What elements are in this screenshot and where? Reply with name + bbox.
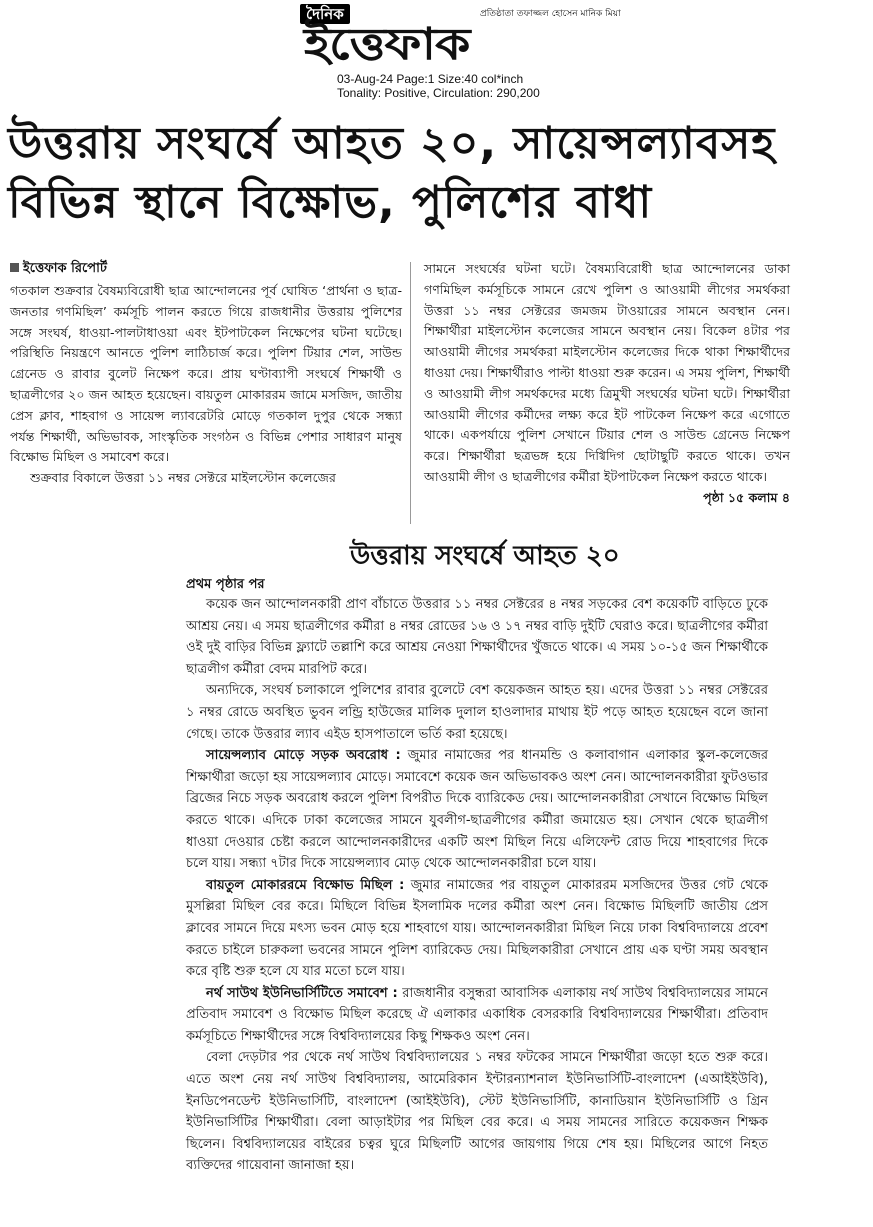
jump-reference: পৃষ্ঠা ১৫ কলাম ৪ bbox=[703, 489, 790, 505]
clipping-meta-line1: 03-Aug-24 Page:1 Size:40 col*inch bbox=[337, 72, 524, 86]
column2-text: সামনে সংঘর্ষের ঘটনা ঘটে। বৈষম্যবিরোধী ছাত্র আন্দোলনের ডাকা গণমিছিল কর্মসূচিকে সামনে রেখে পুলিশ ও আওয়ামী লীগের সমর্থকরা উত্তরা ১১ নম্বর সেক্টরের জমজম টাওয়ারের সামনে অবস্থান নেন। শিক্ষার্থীরা মাইলস্টোন কলেজের সামনে অবস্থান নেয়। বিকেল ৪টার পর আওয়ামী লীগের সমর্থকরা মাইলস্টোন কলেজের দিকে থাকা শিক্ষার্থীদের ধাওয়া দেয়। শিক্ষার্থীরাও পাল্টা ধাওয়া শুরু করেন। এ সময় পুলিশ, শিক্ষার্থী ও আওয়ামী লীগ সমর্থকদের মধ্যে ত্রিমুখী সংঘর্ষের ঘটনা ঘটে। শিক্ষার্থীরা আওয়ামী লীগের কর্মীদের লক্ষ্য করে ইট পাটকেল নিক্ষেপ করে এগোতে থাকে। একপর্যায়ে পুলিশ সেখানে টিয়ার শেল ও সাউন্ড গ্রেনেড নিক্ষেপ করে। শিক্ষার্থীরা ছত্রভঙ্গ হয়ে দিগ্বিদিগ ছোটাছুটি করতে থাকে। তখন আওয়ামী লীগ ও ছাত্রলীগের কর্মীরা ইটপাটকেল নিক্ষেপ করতে থাকে। bbox=[424, 261, 790, 484]
clipping-meta bbox=[337, 72, 540, 100]
column-divider bbox=[410, 262, 411, 524]
masthead-tagline: প্রতিষ্ঠাতা তফাজ্জল হোসেন মানিক মিয়া bbox=[480, 9, 621, 19]
byline bbox=[10, 259, 107, 280]
continuation-paragraph bbox=[186, 983, 768, 1048]
continuation-from-label: প্রথম পৃষ্ঠার পর bbox=[186, 577, 265, 592]
continuation-paragraph: বেলা দেড়টার পর থেকে নর্থ সাউথ বিশ্ববিদ্যালয়ের ১ নম্বর ফটকের সামনে শিক্ষার্থীরা জড়ো হতে শুরু করে। এতে অংশ নেয় নর্থ সাউথ বিশ্ববিদ্যালয়, আমেরিকান ইন্টারন্যাশনাল ইউনিভার্সিটি-বাংলাদেশ (এআইইউবি), ইনডিপেনডেন্ট ইউনিভার্সিটি, বাংলাদেশ (আইইউবি), স্টেট ইউনিভার্সিটি, কানাডিয়ান ইউনিভার্সিটি ও গ্রিন ইউনিভার্সিটির শিক্ষার্থীরা। বেলা আড়াইটার পর মিছিল বের করে। এ সময় সামনের সারিতে কয়েকজন শিক্ষক ছিলেন। বিশ্ববিদ্যালয়ের বাইরের চত্বর ঘুরে মিছিলটি আগের জায়গায় গিয়ে শেষ হয়। মিছিলের আগে নিহত ব্যক্তিদের গায়েবানা জানাজা হয়। bbox=[186, 1050, 768, 1174]
continuation-paragraph: অন্যদিকে, সংঘর্ষ চলাকালে পুলিশের রাবার বুলেটে বেশ কয়েকজন আহত হয়। এদের উত্তরা ১১ নম্বর সেক্টরের ১ নম্বর রোডে অবস্থিত ভুবন লন্ড্রি হাউজের মালিক দুলাল হাওলাদার মাথায় ইট পড়ে আহত হয়েছেন বলে জানা গেছে। তাকে উত্তরার ল্যাব এইড হাসপাতালে ভর্তি করা হয়েছে। bbox=[186, 683, 768, 742]
continuation-heading: উত্তরায় সংঘর্ষে আহত ২০ bbox=[350, 541, 620, 571]
subheading-sciencelab: সায়েন্সল্যাব মোড়ে সড়ক অবরোধ : bbox=[206, 748, 401, 764]
continuation-text: জুমার নামাজের পর ধানমন্ডি ও কলাবাগান এলাকার স্কুল-কলেজের শিক্ষার্থীরা জড়ো হয় সায়েন্সল্যাব মোড়ে। সমাবেশে কয়েক জন অভিভাবকও অংশ নেন। আন্দোলনকারীরা ফুটওভার ব্রিজের নিচে সড়ক অবরোধ করলে পুলিশ বিপরীত দিকে ব্যারিকেড দেয়। আন্দোলনকারীরা সেখানে বিক্ষোভ মিছিল করতে থাকে। এদিকে ঢাকা কলেজের সামনে যুবলীগ-ছাত্রলীগের কর্মীরা জমায়েত হয়। সেখান থেকে ছাত্রলীগ ধাওয়া দেওয়ার চেষ্টা করলে আন্দোলনকারীদের একটি অংশ মিছিল নিয়ে এলিফেন্ট রোড দিয়ে শাহবাগের দিকে চলে যায়। সন্ধ্যা ৭টার দিকে সায়েন্সল্যাব মোড় থেকে আন্দোলনকারীরা চলে যায়। bbox=[186, 748, 768, 872]
article-column-1 bbox=[10, 281, 402, 489]
subheading-north-south: নর্থ সাউথ ইউনিভার্সিটিতে সমাবেশ : bbox=[206, 985, 398, 1001]
continuation-text: রাজধানীর বসুন্ধরা আবাসিক এলাকায় নর্থ সাউথ বিশ্ববিদ্যালয়ের সামনে প্রতিবাদ সমাবেশ ও বিক্ষোভ মিছিল করেছে ঐ এলাকার একাধিক বেসরকারি বিশ্ববিদ্যালয়ের শিক্ষার্থীরা। প্রতিবাদ কর্মসূচিতে শিক্ষার্থীদের সঙ্গে বিশ্ববিদ্যালয়ের কিছু শিক্ষকও অংশ নেন। bbox=[186, 985, 768, 1044]
continuation-text: জুমার নামাজের পর বায়তুল মোকাররম মসজিদের উত্তর গেট থেকে মুসল্লিরা মিছিল বের করে। মিছিলে বিভিন্ন ইসলামিক দলের কর্মীরা অংশ নেন। বিক্ষোভ মিছিলটি জাতীয় প্রেস ক্লাবের সামনে দিয়ে মৎস্য ভবন মোড় হয়ে শাহবাগে যায়। আন্দোলনকারীরা মিছিল নিয়ে ঢাকা বিশ্ববিদ্যালয়ে প্রবেশ করতে চাইলে চারুকলা ভবনের সামনে পুলিশ ব্যারিকেড দেয়। মিছিলকারীরা সেখানে প্রায় এক ঘণ্টা সময় অবস্থান করে বৃষ্টি শুরু হলে যে যার মতো চলে যায়। bbox=[186, 877, 768, 980]
byline-text: ইত্তেফাক রিপোর্ট bbox=[23, 261, 107, 276]
column1-paragraph: শুক্রবার বিকালে উত্তরা ১১ নম্বর সেক্টরে মাইলস্টোন কলেজের bbox=[30, 470, 336, 486]
square-bullet-icon bbox=[10, 263, 19, 272]
column1-paragraph: গতকাল শুক্রবার বৈষম্যবিরোধী ছাত্র আন্দোলনের পূর্ব ঘোষিত ‘প্রার্থনা ও ছাত্র-জনতার গণমিছিল’ কর্মসূচি পালন করতে গিয়ে রাজধানীর উত্তরায় পুলিশের সঙ্গে সংঘর্ষ, ধাওয়া-পালটাধাওয়া এবং ইটপাটকেল নিক্ষেপের ঘটনা ঘটেছে। পরিস্থিতি নিয়ন্ত্রণে আনতে পুলিশ লাঠিচার্জ করে। পুলিশ টিয়ার শেল, সাউন্ড গ্রেনেড ও রাবার বুলেট নিক্ষেপ করে। প্রায় ঘণ্টাব্যাপী সংঘর্ষে শিক্ষার্থী ও ছাত্রলীগের ২০ জন আহত হয়েছেন। বায়তুল মোকাররম জামে মসজিদ, জাতীয় প্রেস ক্লাব, শাহবাগ ও সায়েন্স ল্যাবরেটরি মোড়ে গতকাল দুপুর থেকে সন্ধ্যা পর্যন্ত শিক্ষার্থী, অভিভাবক, সাংস্কৃতিক সংগঠন ও বিভিন্ন পেশার সাধারণ মানুষ বিক্ষোভ মিছিল ও সমাবেশ করে। bbox=[10, 283, 402, 465]
article-column-2 bbox=[424, 259, 790, 509]
column2-paragraph bbox=[424, 259, 790, 505]
masthead bbox=[300, 4, 621, 74]
masthead-small-title: দৈনিক bbox=[300, 4, 350, 24]
clipping-meta-line2: Tonality: Positive, Circulation: 290,200 bbox=[337, 86, 540, 100]
headline-line1: উত্তরায় সংঘর্ষে আহত ২০, সায়েন্সল্যাবসহ bbox=[8, 118, 776, 169]
continuation-paragraph: কয়েক জন আন্দোলনকারী প্রাণ বাঁচাতে উত্তরার ১১ নম্বর সেক্টরের ৪ নম্বর সড়কের বেশ কয়েকটি বাড়িতে ঢুকে আশ্রয় নেয়। এ সময় ছাত্রলীগের কর্মীরা ৪ নম্বর রোডের ১৬ ও ১৭ নম্বর বাড়ি দুইটি ঘেরাও করে। ছাত্রলীগের কর্মীরা ওই দুই বাড়ির বিভিন্ন ফ্ল্যাটে তল্লাশি করে আশ্রয় নেওয়া শিক্ষার্থীদের খুঁজতে থাকে। এ সময় ১০-১৫ জন শিক্ষার্থীকে ছাত্রলীগ কর্মীরা বেদম মারপিট করে। bbox=[186, 597, 768, 677]
subheading-baitul-mukarram: বায়তুল মোকাররমে বিক্ষোভ মিছিল : bbox=[206, 877, 405, 893]
continuation-body bbox=[186, 594, 768, 1177]
headline-line2: বিভিন্ন স্থানে বিক্ষোভ, পুলিশের বাধা bbox=[8, 177, 653, 228]
continuation-paragraph bbox=[186, 745, 768, 875]
continuation-paragraph bbox=[186, 875, 768, 983]
masthead-title: ইত্তেফাক bbox=[304, 19, 470, 70]
